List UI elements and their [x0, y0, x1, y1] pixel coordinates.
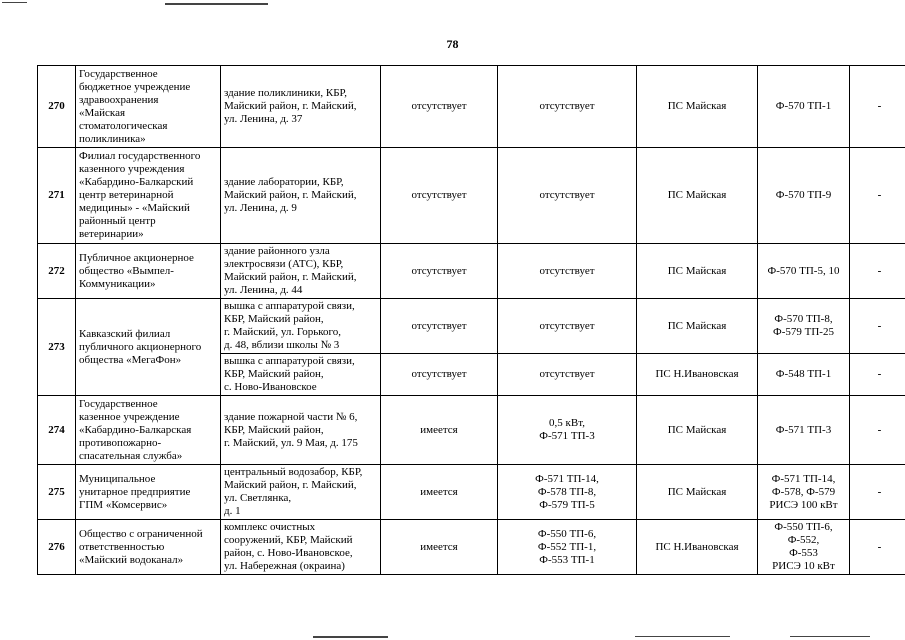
table-row [38, 148, 905, 244]
column-3-value: отсутствует [411, 319, 467, 332]
object-address: комплекс очистных сооружений, КБР, Майский район, с. Ново-Ивановское, ул. Набережная (окраина) [224, 521, 353, 572]
row-number: 276 [38, 520, 76, 575]
column-3-value: отсутствует [411, 264, 467, 277]
note: - [850, 396, 905, 465]
note: - [850, 465, 905, 520]
table-row [38, 520, 905, 575]
note: - [850, 244, 905, 299]
column-4-value: отсутствует [539, 189, 595, 201]
substation: ПС Н.Ивановская [655, 368, 739, 380]
scan-mark-bottom-1 [313, 636, 388, 638]
substation: ПС Майская [667, 264, 727, 277]
object-address: здание районного узла электросвязи (АТС), КБР, Майский район, г. Майский, ул. Ленина, д. 44 [224, 245, 357, 296]
column-3-value: имеется [420, 540, 458, 553]
table-row [38, 299, 905, 354]
column-3-value: имеется [420, 485, 458, 498]
substation: ПС Майская [667, 319, 727, 332]
feeder: Ф-570 ТП-9 [775, 189, 832, 201]
column-3-value: отсутствует [411, 368, 467, 380]
organization-name: Филиал государственного казенного учреждения «Кабардино-Балкарский центр ветеринарной медицины» - «Майский районный центр ветеринарии» [79, 150, 201, 240]
row-number: 273 [38, 299, 76, 396]
column-3-value: отсутствует [411, 189, 467, 201]
object-address: здание поликлиники, КБР, Майский район, г. Майский, ул. Ленина, д. 37 [224, 87, 357, 125]
feeder: Ф-571 ТП-14, Ф-578, Ф-579 РИСЭ 100 кВт [769, 472, 838, 511]
column-4-value: отсутствует [539, 100, 595, 112]
object-address: центральный водозабор, КБР, Майский район, г. Майский, ул. Светлянка, д. 1 [224, 466, 363, 517]
substation: ПС Майская [667, 485, 727, 498]
table-row [38, 66, 905, 148]
row-number: 274 [38, 396, 76, 465]
row-number: 271 [38, 148, 76, 244]
column-4-value: отсутствует [539, 319, 595, 332]
note: - [850, 66, 905, 148]
organization-name: Общество с ограниченной ответственностью «Майский водоканал» [79, 527, 203, 566]
column-4-value: отсутствует [539, 264, 595, 277]
table-row [38, 465, 905, 520]
organization-name: Публичное акционерное общество «Вымпел- Коммуникации» [79, 251, 194, 290]
table-row [38, 244, 905, 299]
row-number: 270 [38, 66, 76, 148]
scan-mark-top-left [2, 2, 27, 3]
feeder: Ф-550 ТП-6, Ф-552, Ф-553 РИСЭ 10 кВт [772, 521, 835, 572]
column-4-value: Ф-550 ТП-6, Ф-552 ТП-1, Ф-553 ТП-1 [537, 527, 597, 566]
page-number: 78 [446, 37, 459, 51]
note: - [850, 520, 905, 575]
column-4-value: 0,5 кВт, Ф-571 ТП-3 [539, 417, 595, 442]
organization-name: Кавказский филиал публичного акционерного общества «МегаФон» [79, 327, 202, 366]
scan-mark-top-center [165, 3, 268, 5]
object-address: вышка с аппаратурой связи, КБР, Майский район, с. Ново-Ивановское [224, 355, 355, 393]
organization-name: Государственное казенное учреждение «Кабардино-Балкарская противопожарно- спасательная служба» [79, 397, 192, 462]
substation: ПС Н.Ивановская [655, 540, 739, 553]
feeder: Ф-570 ТП-5, 10 [767, 264, 840, 277]
note: - [850, 354, 905, 396]
object-address: здание лаборатории, КБР, Майский район, г. Майский, ул. Ленина, д. 9 [224, 176, 357, 214]
feeder: Ф-570 ТП-1 [775, 100, 832, 112]
substation: ПС Майская [667, 423, 727, 436]
substation: ПС Майская [667, 100, 727, 112]
object-address: вышка с аппаратурой связи, КБР, Майский район, г. Майский, ул. Горького, д. 48, вблизи школы № 3 [224, 300, 355, 351]
feeder: Ф-548 ТП-1 [775, 368, 832, 380]
row-number: 275 [38, 465, 76, 520]
column-3-value: отсутствует [411, 100, 467, 112]
feeder: Ф-570 ТП-8, Ф-579 ТП-25 [773, 313, 834, 338]
column-3-value: имеется [420, 423, 458, 436]
feeder: Ф-571 ТП-3 [775, 423, 832, 436]
object-address: здание пожарной части № 6, КБР, Майский район, г. Майский, ул. 9 Мая, д. 175 [224, 410, 358, 449]
organization-name: Государственное бюджетное учреждение здравоохранения «Майская стоматологическая поликлиника» [79, 67, 191, 145]
organization-name: Муниципальное унитарное предприятие ГПМ «Комсервис» [79, 472, 191, 511]
column-4-value: отсутствует [539, 368, 595, 380]
column-4-value: Ф-571 ТП-14, Ф-578 ТП-8, Ф-579 ТП-5 [535, 472, 599, 511]
note: - [850, 299, 905, 354]
row-number: 272 [38, 244, 76, 299]
objects-table [37, 65, 905, 575]
table-row [38, 396, 905, 465]
scan-mark-bottom-3 [790, 636, 870, 637]
scan-mark-bottom-2 [635, 636, 730, 637]
substation: ПС Майская [667, 189, 727, 201]
note: - [850, 148, 905, 244]
